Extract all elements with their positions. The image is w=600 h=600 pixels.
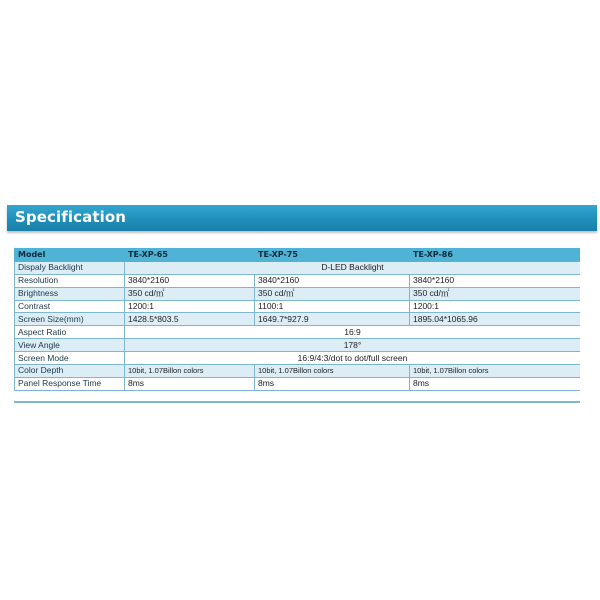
row-value: 1649.7*927.9 [255, 313, 410, 326]
header-te-xp-65: TE-XP-65 [125, 249, 255, 262]
table-row [15, 274, 581, 287]
row-label: Dispaly Backlight [15, 261, 125, 274]
row-value: 8ms [255, 377, 410, 390]
row-value: 350 cd/㎡ [255, 287, 410, 300]
header-model: Model [15, 249, 125, 262]
table-row [15, 287, 581, 300]
row-value: 10bit, 1.07Billon colors [255, 365, 410, 378]
row-value: 1895.04*1065.96 [410, 313, 581, 326]
row-value: 350 cd/㎡ [410, 287, 581, 300]
row-value: 8ms [410, 377, 581, 390]
row-label: Panel Response Time [15, 377, 125, 390]
row-value: 178° [125, 339, 581, 352]
table-row [15, 352, 581, 365]
section-title: Specification [15, 208, 127, 226]
section-banner [7, 205, 597, 231]
row-value: 3840*2160 [255, 274, 410, 287]
row-value: 3840*2160 [125, 274, 255, 287]
row-label: Contrast [15, 300, 125, 313]
table-row [15, 261, 581, 274]
row-value: 3840*2160 [410, 274, 581, 287]
header-te-xp-75: TE-XP-75 [255, 249, 410, 262]
table-row [15, 365, 581, 378]
row-label: Color Depth [15, 365, 125, 378]
table-row [15, 300, 581, 313]
row-value: 350 cd/㎡ [125, 287, 255, 300]
row-value: 1200:1 [410, 300, 581, 313]
table-row [15, 339, 581, 352]
table-header-row [15, 249, 581, 262]
table-row [15, 313, 581, 326]
row-value: 10bit, 1.07Billon colors [125, 365, 255, 378]
row-value: D-LED Backlight [125, 261, 581, 274]
row-value: 1428.5*803.5 [125, 313, 255, 326]
row-value: 16:9/4:3/dot to dot/full screen [125, 352, 581, 365]
row-label: View Angle [15, 339, 125, 352]
row-label: Resolution [15, 274, 125, 287]
table-row [15, 326, 581, 339]
header-te-xp-86: TE-XP-86 [410, 249, 581, 262]
table-row [15, 377, 581, 390]
spec-table-container [14, 248, 580, 403]
row-value: 8ms [125, 377, 255, 390]
row-label: Screen Mode [15, 352, 125, 365]
row-value: 1100:1 [255, 300, 410, 313]
row-value: 10bit, 1.07Billon colors [410, 365, 581, 378]
row-value: 1200:1 [125, 300, 255, 313]
row-label: Aspect Ratio [15, 326, 125, 339]
row-label: Brightness [15, 287, 125, 300]
row-value: 16:9 [125, 326, 581, 339]
spec-table [14, 248, 580, 391]
row-label: Screen Size(mm) [15, 313, 125, 326]
